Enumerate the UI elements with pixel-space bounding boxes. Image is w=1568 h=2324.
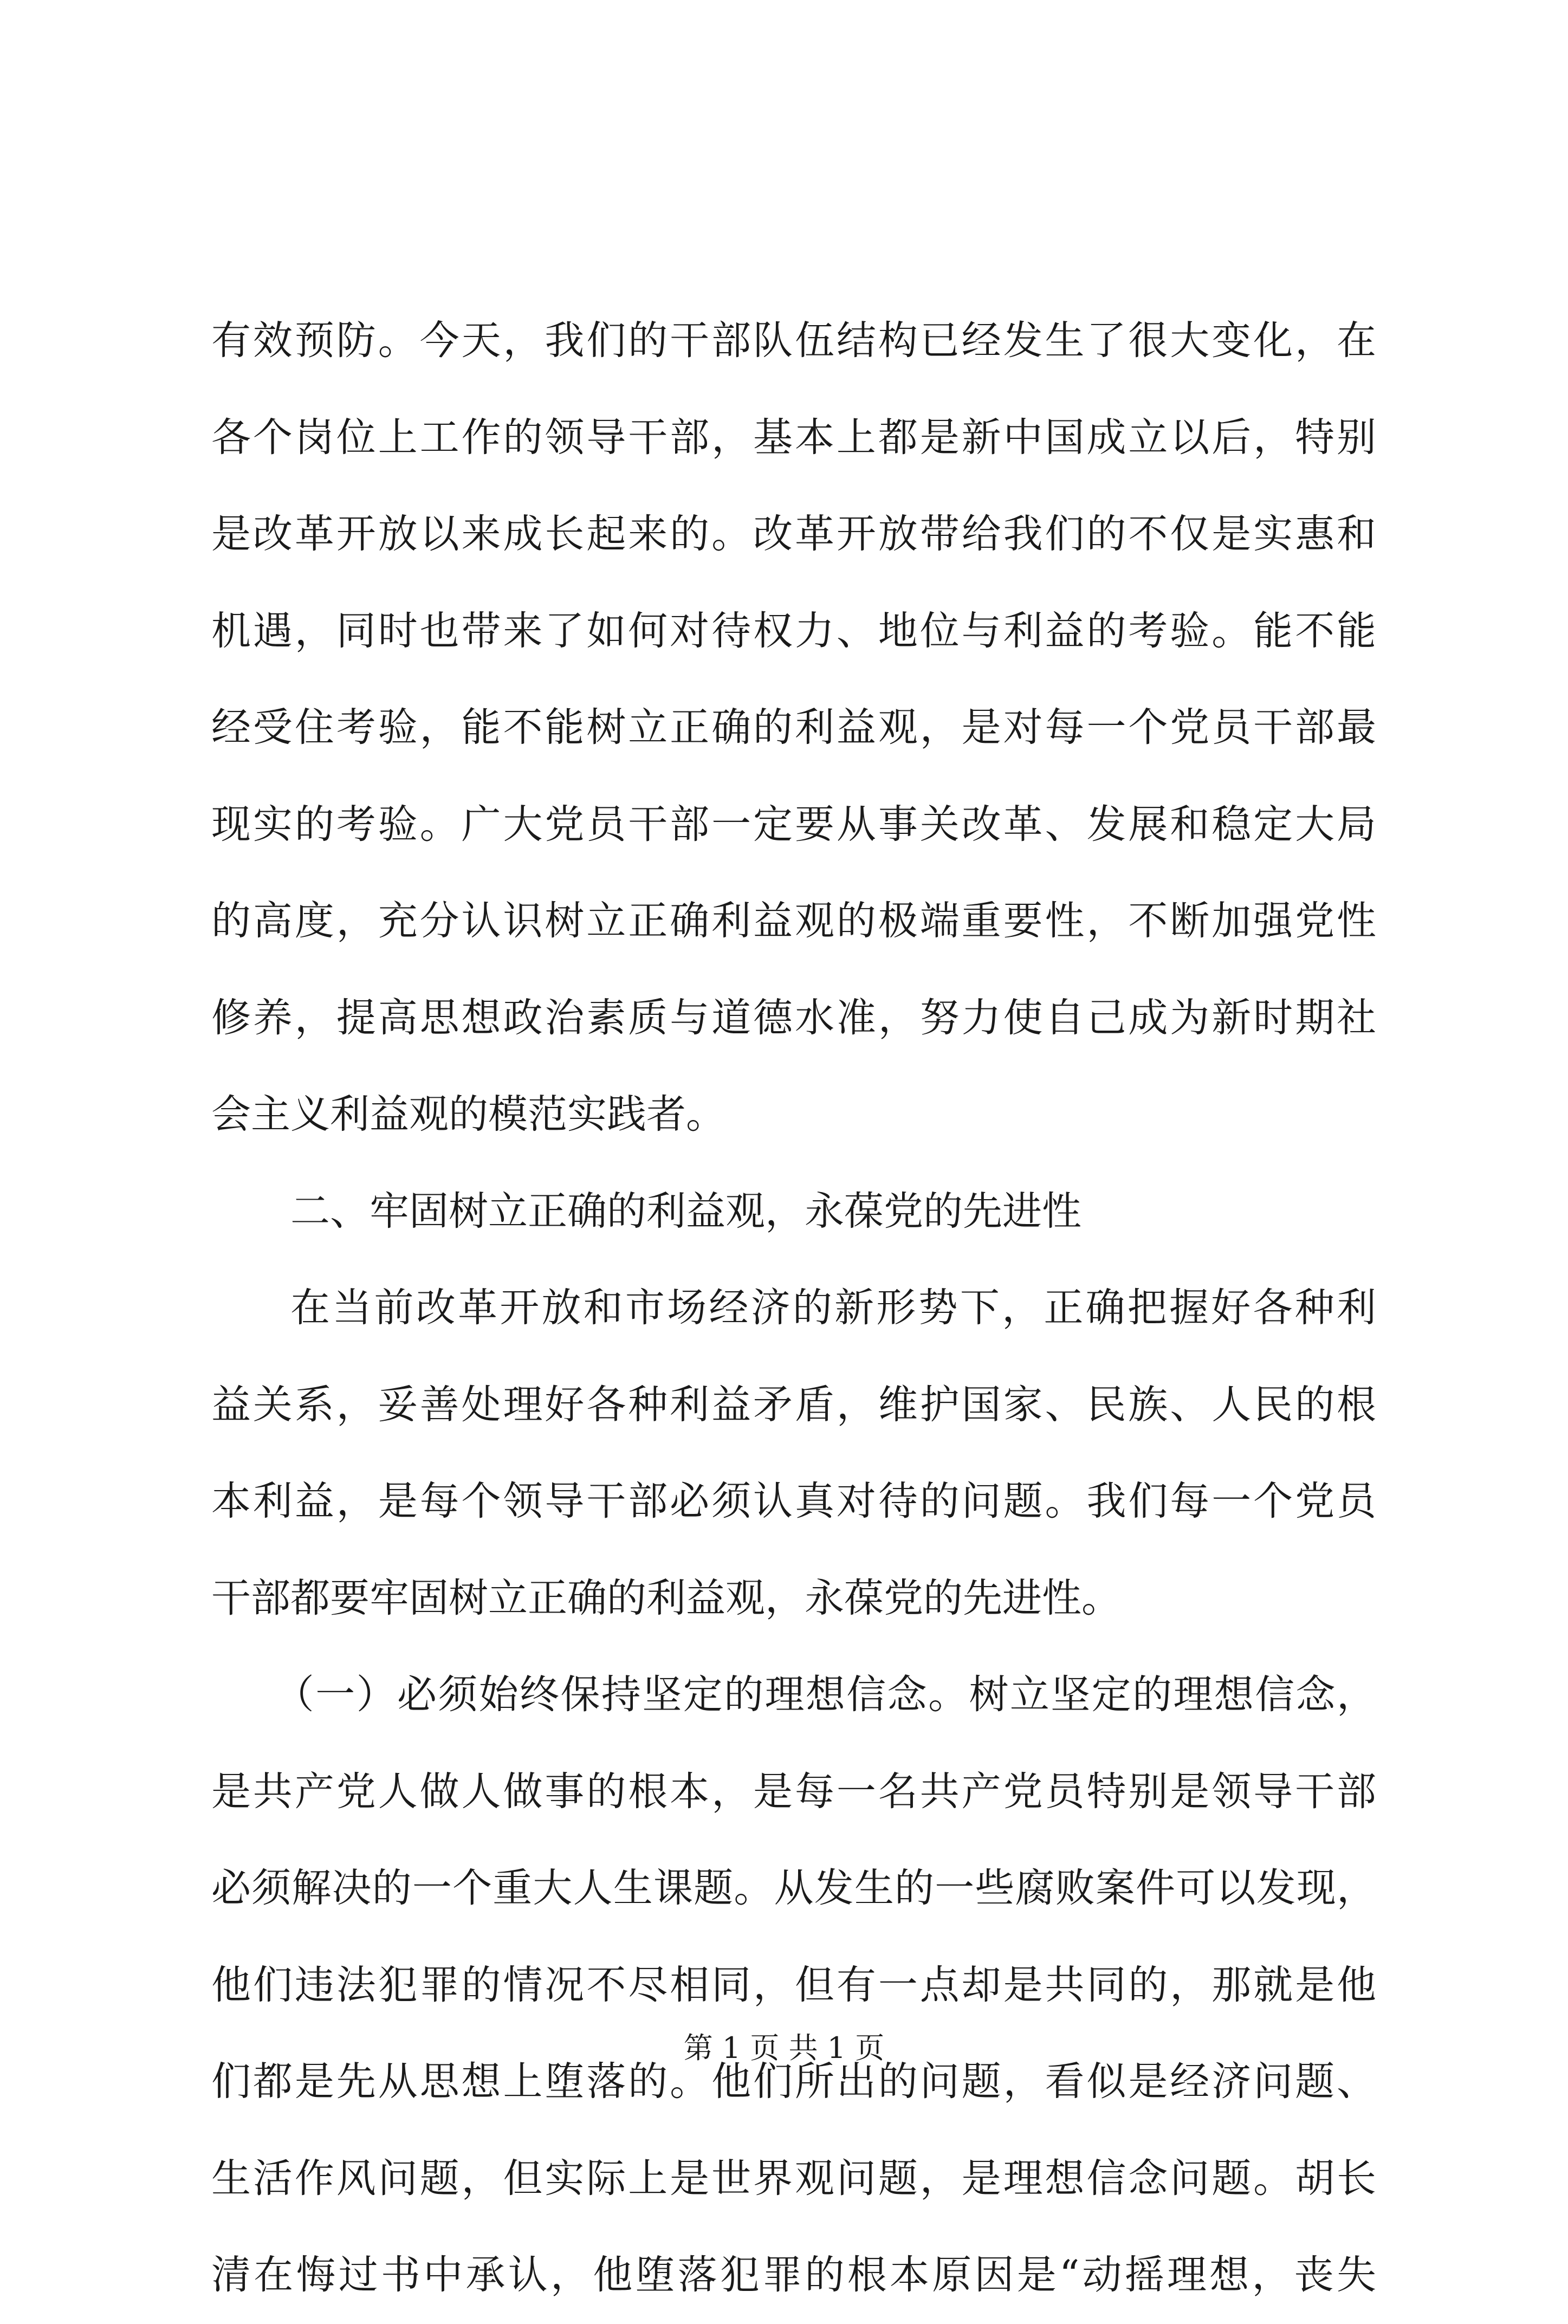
text-line: 机遇，同时也带来了如何对待权力、地位与利益的考验。能不能: [211, 607, 1376, 654]
text-line: （一）必须始终保持坚定的理想信念。树立坚定的理想信念，: [274, 1672, 1376, 1718]
text-line: 必须解决的一个重大人生课题。从发生的一些腐败案件可以发现，: [211, 1865, 1376, 1911]
page-footer: 第 1 页 共 1 页: [683, 2031, 885, 2065]
text-line: 清在悔过书中承认，他堕落犯罪的根本原因是“动摇理想，丧失: [211, 2252, 1376, 2298]
text-line: 现实的考验。广大党员干部一定要从事关改革、发展和稳定大局: [211, 801, 1376, 847]
text-line: 本利益，是每个领导干部必须认真对待的问题。我们每一个党员: [211, 1478, 1376, 1524]
text-line: 修养，提高思想政治素质与道德水准，努力使自己成为新时期社: [211, 994, 1376, 1041]
text-line: 各个岗位上工作的领导干部，基本上都是新中国成立以后，特别: [211, 414, 1376, 461]
text-line: 们都是先从思想上堕落的。他们所出的问题，看似是经济问题、: [211, 2058, 1376, 2105]
text-line: 是改革开放以来成长起来的。改革开放带给我们的不仅是实惠和: [211, 511, 1376, 557]
body-text: [211, 293, 1376, 2324]
text-line: 二、牢固树立正确的利益观，永葆党的先进性: [290, 1188, 1081, 1234]
text-line: 是共产党人做人做事的根本，是每一名共产党员特别是领导干部: [211, 1768, 1376, 1815]
text-line: 有效预防。今天，我们的干部队伍结构已经发生了很大变化，在: [211, 318, 1376, 364]
text-line: 他们违法犯罪的情况不尽相同，但有一点却是共同的，那就是他: [211, 1962, 1376, 2008]
text-line: 的高度，充分认识树立正确利益观的极端重要性，不断加强党性: [211, 898, 1376, 944]
text-line: 生活作风问题，但实际上是世界观问题，是理想信念问题。胡长: [211, 2155, 1376, 2202]
text-line: 干部都要牢固树立正确的利益观，永葆党的先进性。: [211, 1575, 1121, 1621]
text-line: 会主义利益观的模范实践者。: [211, 1091, 725, 1137]
text-line: 益关系，妥善处理好各种利益矛盾，维护国家、民族、人民的根: [211, 1381, 1376, 1428]
text-line: 在当前改革开放和市场经济的新形势下，正确把握好各种利: [290, 1285, 1376, 1331]
text-line: 经受住考验，能不能树立正确的利益观，是对每一个党员干部最: [211, 704, 1376, 750]
